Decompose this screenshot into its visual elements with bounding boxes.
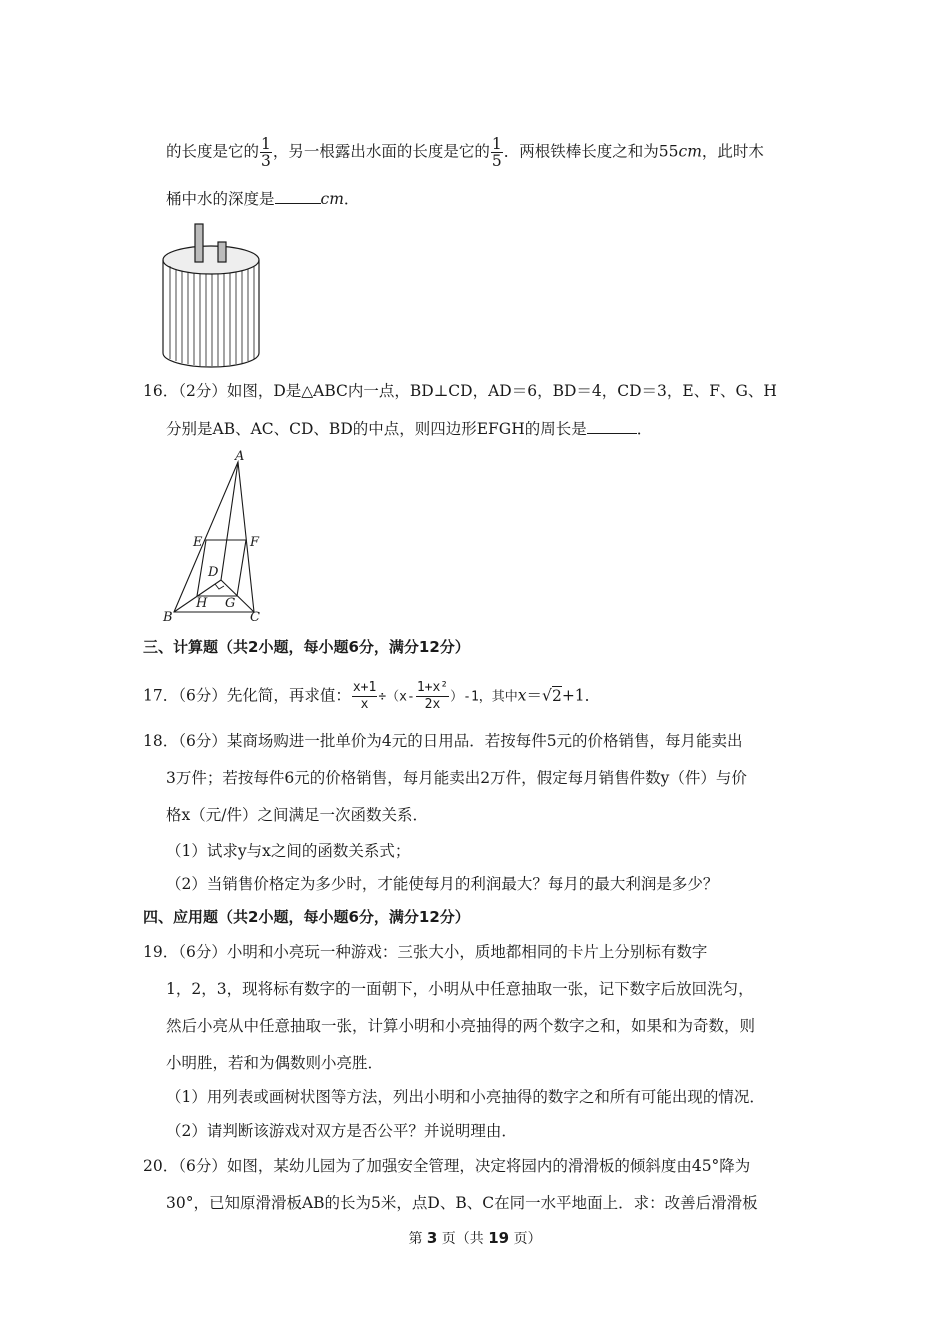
triangle-figure	[158, 450, 270, 626]
q18-sub-1: （1）试求y与x之间的函数关系式；	[166, 842, 411, 860]
label-e: E	[193, 535, 203, 550]
q18-line-2: 3万件；若按每件6元的价格销售，每月能卖出2万件，假定每月销售件数y（件）与价	[166, 769, 747, 787]
bucket-figure	[160, 218, 266, 370]
q18-line-1: 18．（6分）某商场购进一批单价为4元的日用品．若按每件5元的价格销售，每月能卖出	[143, 732, 743, 750]
section-heading-4: 四、应用题（共2小题，每小题6分，满分12分）	[143, 908, 470, 926]
q20-line-2: 30°，已知原滑滑板AB的长为5米，点D、B、C在同一水平地面上．求：改善后滑滑板	[166, 1194, 758, 1212]
label-a: A	[235, 450, 245, 464]
q20-line-1: 20．（6分）如图，某幼儿园为了加强安全管理，决定将园内的滑滑板的倾斜度由45°降为	[143, 1157, 751, 1175]
sqrt-icon: √	[542, 686, 552, 705]
segment-ad	[221, 462, 238, 580]
q18-sub-2: （2）当销售价格定为多少时，才能使每月的利润最大？每月的最大利润是多少？	[166, 875, 719, 893]
fraction-x-plus-1-over-x: $\frac{x+1}{x}$	[352, 680, 377, 712]
fraction-one-third: $\frac{1}{3}$	[261, 135, 271, 170]
q19-line-2: 1，2，3，现将标有数字的一面朝下，小明从中任意抽取一张，记下数字后放回洗匀，	[166, 980, 754, 998]
q15-line-2: 桶中水的深度是 cm．	[166, 190, 360, 208]
q19-line-4: 小明胜，若和为偶数则小亮胜．	[166, 1054, 384, 1072]
section-heading-3: 三、计算题（共2小题，每小题6分，满分12分）	[143, 638, 470, 656]
q16-line-2: 分别是AB、AC、CD、BD的中点，则四边形EFGH的周长是 ．	[166, 420, 653, 438]
label-b: B	[163, 610, 173, 625]
q19-line-3: 然后小亮从中任意抽取一张，计算小明和小亮抽得的两个数字之和，如果和为奇数，则	[166, 1017, 756, 1035]
q18-line-3: 格x（元/件）之间满足一次函数关系．	[166, 806, 428, 824]
q19-sub-2: （2）请判断该游戏对双方是否公平？并说明理由．	[166, 1122, 517, 1140]
current-page: 3	[426, 1229, 438, 1247]
fraction-one-fifth: $\frac{1}{5}$	[491, 135, 502, 170]
q19-line-1: 19．（6分）小明和小亮玩一种游戏：三张大小，质地都相同的卡片上分别标有数字	[143, 943, 708, 961]
page-footer: 第 3 页（共 19 页）	[408, 1229, 542, 1247]
label-f: F	[250, 535, 260, 550]
q16-line-1: 16．（2分）如图，D是△ABC内一点，BD⊥CD，AD＝6，BD＝4，CD＝3，E、F、G、H	[143, 382, 777, 400]
q15-line-1: 的长度是它的 $\frac{1}{3}$ ，另一根露出水面的长度是它的 $\frac{1}{5}$ ．两根铁棒长度之和为55cm，此时木	[166, 135, 764, 170]
answer-blank[interactable]	[587, 419, 637, 434]
label-c: C	[250, 610, 260, 625]
fraction-1-plus-x2-over-2x: $\frac{\text{1+x²}}{2x}$	[416, 680, 449, 712]
total-pages: 19	[488, 1229, 510, 1247]
triangle-abc	[174, 462, 254, 612]
label-d: D	[208, 565, 219, 580]
q19-sub-1: （1）用列表或画树状图等方法，列出小明和小亮抽得的数字之和所有可能出现的情况．	[166, 1088, 765, 1106]
q17-line: 17．（6分）先化简，再求值： $\frac{x+1}{x}$ ÷（x- $\frac{\text{1+x²}}{2x}$ ）-1，其中x＝√2+1．	[143, 680, 601, 712]
label-h: H	[196, 596, 208, 611]
answer-blank[interactable]	[275, 189, 321, 204]
label-g: G	[225, 596, 236, 611]
